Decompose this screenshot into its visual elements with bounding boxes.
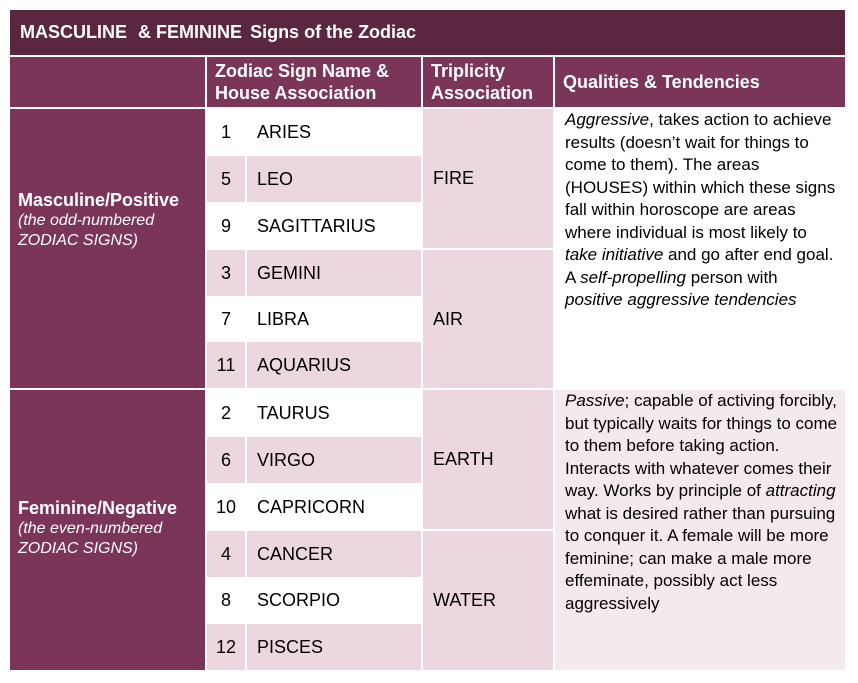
sign-name: SCORPIO <box>247 577 421 623</box>
qual-pos-text: , takes action to achieve results (doesn’t wait for things to come to them). The areas (HOUSES) within which these signs fall within horoscope are areas where individual is most likely to <box>565 110 836 242</box>
sign-name: CANCER <box>247 531 421 577</box>
sign-name: CAPRICORN <box>247 484 421 530</box>
qualities-masculine <box>555 109 845 388</box>
sign-number: 1 <box>207 109 245 155</box>
group-masculine-sub2: ZODIAC SIGNS) <box>18 232 139 249</box>
qual-neg-keyword: Passive <box>565 391 625 410</box>
sign-number: 5 <box>207 156 245 202</box>
qual-pos-keyword: Aggressive <box>565 110 650 129</box>
group-masculine-name: Masculine/Positive <box>18 190 180 210</box>
group-feminine <box>10 390 205 670</box>
qual-pos-emph1: take initiative <box>565 245 664 264</box>
sign-number: 6 <box>207 437 245 483</box>
triplicity-label: EARTH <box>433 449 494 469</box>
title-rest: Signs of the Zodiac <box>250 22 417 42</box>
sign-name: LIBRA <box>247 296 421 342</box>
sign-number: 9 <box>207 203 245 249</box>
qual-neg-text: ; capable of activing forcibly, but typically waits for things to come to them before taking action. Interacts with whatever comes their way. Works by principle of <box>565 391 838 500</box>
header-trip-line2: Association <box>431 83 534 103</box>
table-title <box>10 10 845 55</box>
sign-number: 4 <box>207 531 245 577</box>
sign-number: 3 <box>207 250 245 296</box>
sign-number: 12 <box>207 624 245 670</box>
sign-number: 10 <box>207 484 245 530</box>
title-ampersand: & <box>138 22 152 42</box>
zodiac-table <box>10 10 845 670</box>
triplicity-water <box>423 531 553 670</box>
sign-name: VIRGO <box>247 437 421 483</box>
triplicity-label: WATER <box>433 590 496 610</box>
qualities-feminine <box>555 390 845 670</box>
title-feminine: FEMININE <box>156 22 243 42</box>
header-sign <box>207 57 421 107</box>
qual-pos-emph2: self-propelling <box>580 267 686 287</box>
header-blank <box>10 57 205 107</box>
sign-name: AQUARIUS <box>247 342 421 388</box>
sign-name: PISCES <box>247 624 421 670</box>
sign-number: 11 <box>207 342 245 388</box>
header-triplicity <box>423 57 553 107</box>
sign-name: ARIES <box>247 109 421 155</box>
header-sign-line2: House Association <box>215 83 377 103</box>
qual-pos-text3: person with <box>685 267 778 287</box>
sign-name: GEMINI <box>247 250 421 296</box>
triplicity-earth <box>423 390 553 529</box>
sign-name: LEO <box>247 156 421 202</box>
group-feminine-sub1: (the even-numbered <box>18 520 163 537</box>
header-qualities-label: Qualities & Tendencies <box>563 72 760 92</box>
qual-neg-text2: what is desired rather than pursuing to conquer it. A female will be more feminine; can make a male more effeminate, possibly act less aggressively <box>565 503 836 613</box>
sign-number: 7 <box>207 296 245 342</box>
header-qualities <box>555 57 845 107</box>
qual-pos-emph3: positive aggressive tendencies <box>565 290 797 309</box>
qual-pos-text2: and go after end goal. A <box>565 245 834 287</box>
group-feminine-name: Feminine/Negative <box>18 498 178 518</box>
sign-name: SAGITTARIUS <box>247 203 421 249</box>
group-feminine-sub2: ZODIAC SIGNS) <box>18 540 139 557</box>
title-masculine: MASCULINE <box>20 22 127 42</box>
triplicity-label: AIR <box>433 308 464 329</box>
sign-number: 8 <box>207 577 245 623</box>
qual-neg-emph1: attracting <box>765 481 836 500</box>
header-sign-line1: Zodiac Sign Name & <box>215 61 390 81</box>
group-masculine-sub1: (the odd-numbered <box>18 212 155 229</box>
triplicity-label: FIRE <box>433 168 475 188</box>
group-masculine <box>10 109 205 388</box>
sign-name: TAURUS <box>247 390 421 436</box>
triplicity-air <box>423 250 553 388</box>
triplicity-fire <box>423 109 553 248</box>
sign-number: 2 <box>207 390 245 436</box>
header-trip-line1: Triplicity <box>431 61 506 81</box>
